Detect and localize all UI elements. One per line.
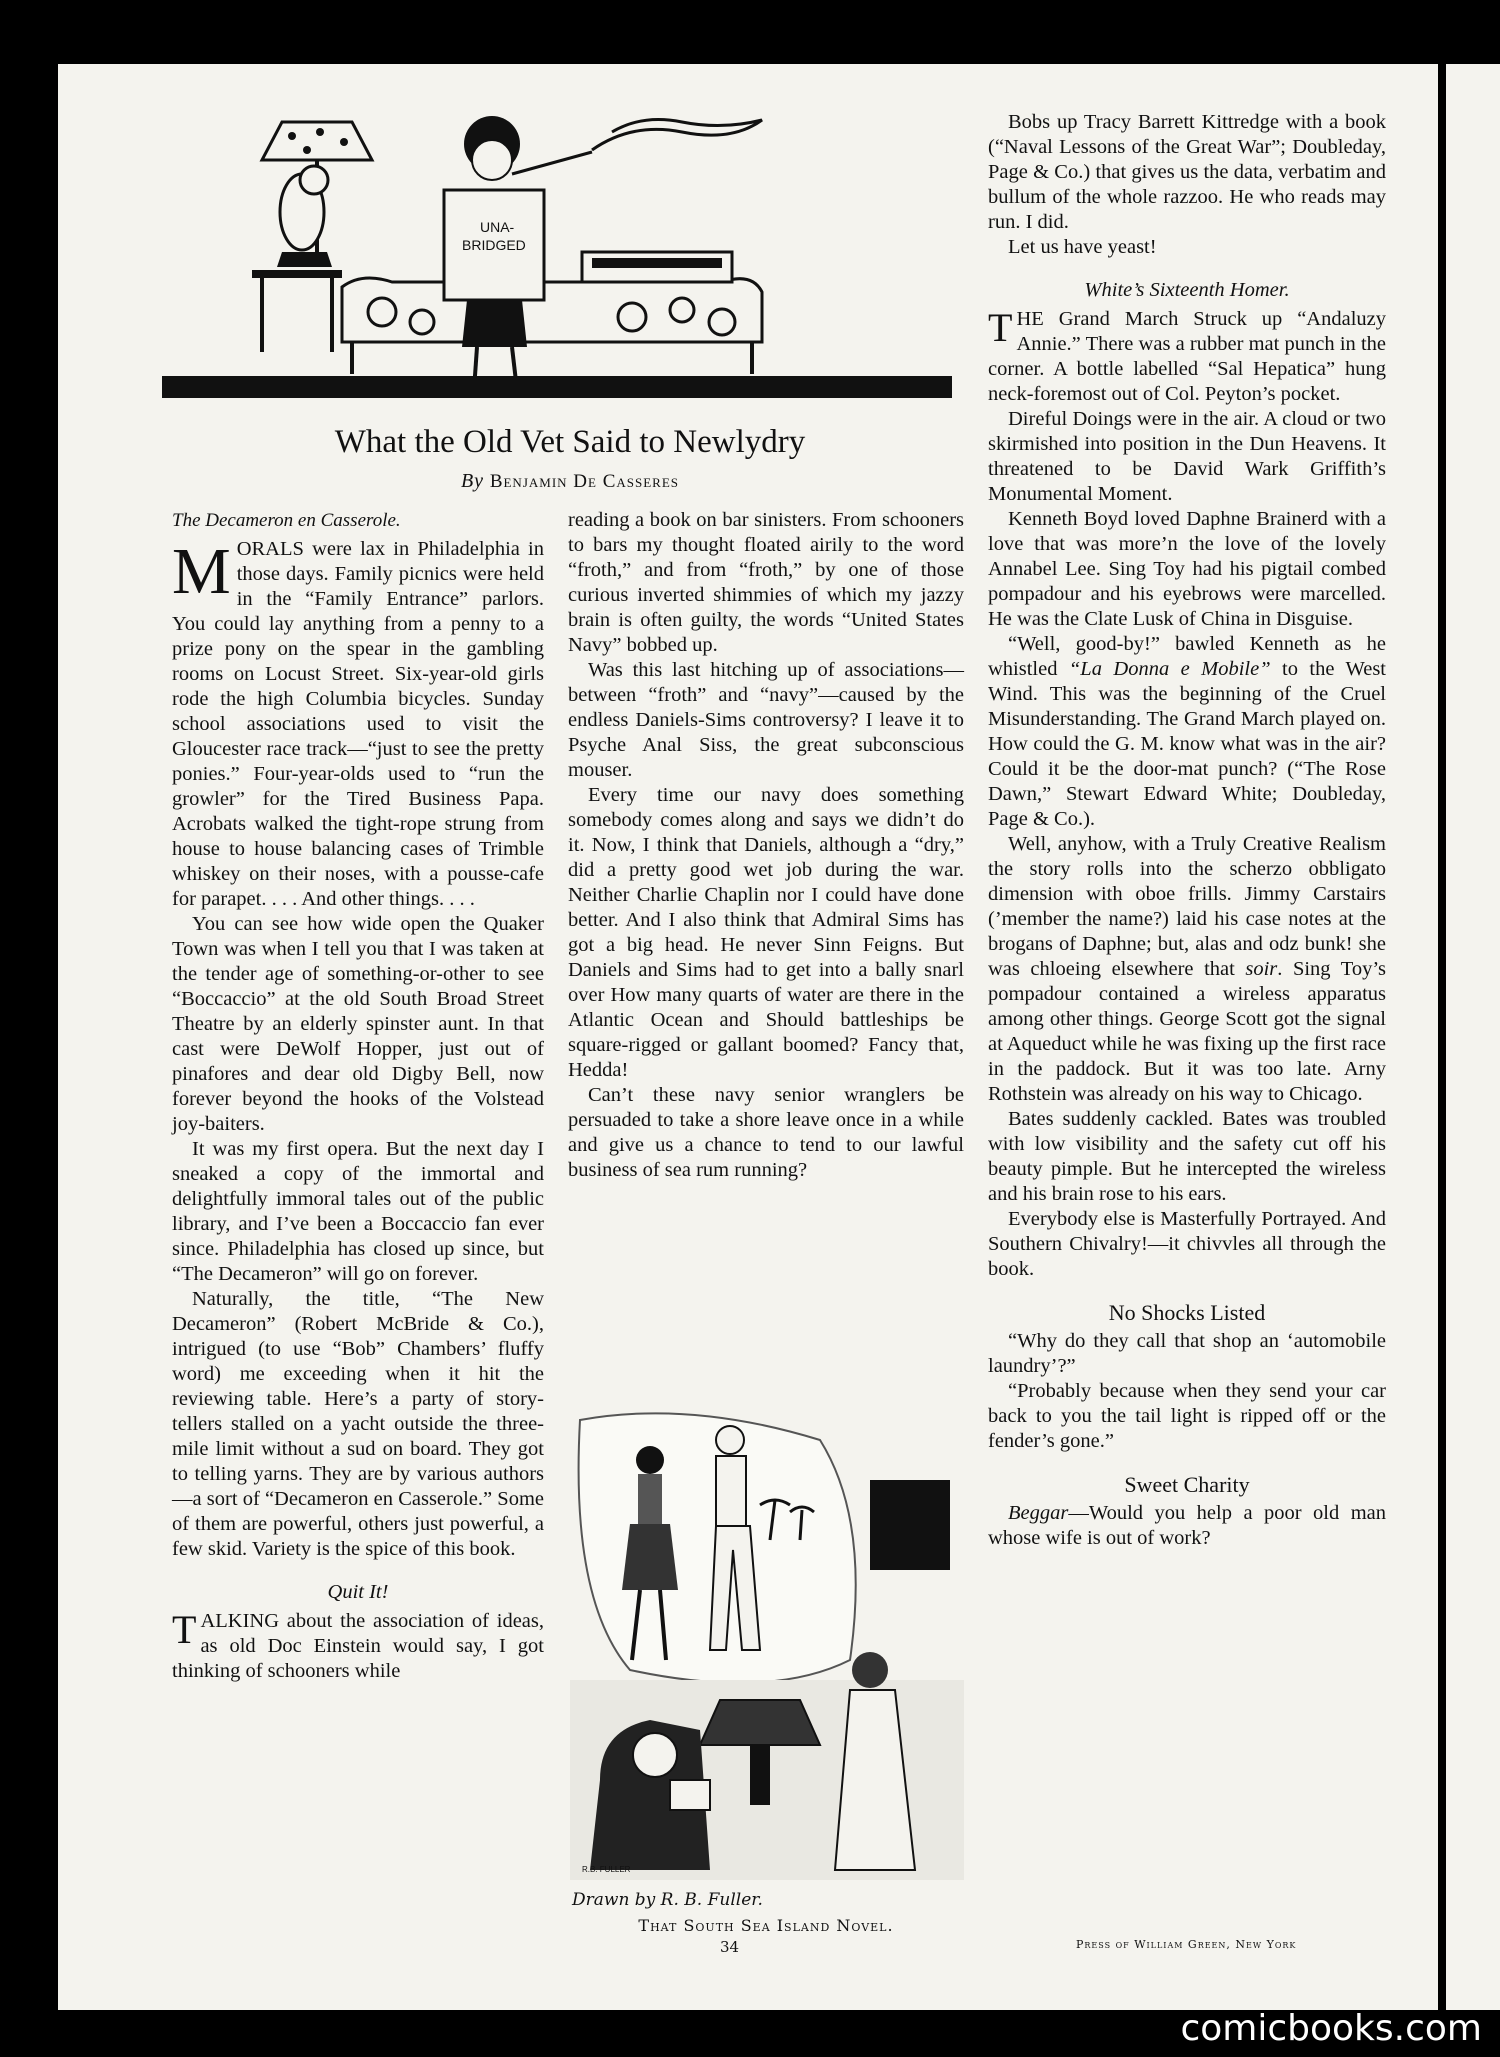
paragraph: Every time our navy does something somebody comes along and says we didn’t do it. Now, I think that Daniels, although a “dry,” did a pretty good wet job during the war. Neither Charlie Chaplin nor I could have done better. And I also think that Admiral Sims has got a big head. He never Sinn Feigns. But Daniels and Sims had to get into a bally snarl over How many quarts of water are there in the Atlantic Ocean and Should battleships be square-rigged or gallant boomed? Fancy that, Hedda! bbox=[568, 784, 964, 1081]
article-title: What the Old Vet Said to Newlydry bbox=[334, 424, 806, 460]
paragraph: Was this last hitching up of associations—between “froth” and “navy”—caused by the endless Daniels-Sims controversy? I leave it to Psyche Anal Siss, the great subconscious mouser. bbox=[568, 659, 964, 781]
paragraph: MORALS were lax in Philadelphia in those days. Family picnics were held in the “Family Entrance” parlors. You could lay anything from a penny to a prize pony on the spear in the gambling rooms on Locust Street. Six-year-old girls rode the high Columbia bicycles. Sunday school associations used to visit the Gloucester race track—“just to see the pretty ponies.” Four-year-olds used to “run the growler” for the Tired Business Papa. Acrobats walked the tight-rope strung from house to house balancing cases of Trimble whiskey on their noses, with a pousse-cafe for parapet. . . . And other things. . . . bbox=[172, 535, 544, 910]
paragraph: Bobs up Tracy Barrett Kittredge with a book (“Naval Lessons of the Great War”; Doubleday, Page & Co.) that gives us the data, verbatim and bullum of the whole razzoo. He who reads may run. I did. bbox=[988, 111, 1386, 233]
subheading: Sweet Charity bbox=[1124, 1472, 1250, 1497]
printer-credit: Press of William Green, New York bbox=[1076, 1938, 1297, 1951]
adjacent-page-edge bbox=[1446, 64, 1500, 2010]
drop-cap: T bbox=[988, 305, 1013, 350]
paragraph: Direful Doings were in the air. A cloud or two skirmished into position in the Dun Heavens. It threatened to be David Wark Griffith’s Monumental Moment. bbox=[988, 408, 1386, 505]
page-number: 34 bbox=[720, 1938, 740, 1956]
drop-cap: T bbox=[172, 1607, 197, 1652]
paragraph: “Why do they call that shop an ‘automobile laundry’?” bbox=[988, 1330, 1386, 1377]
byline-prefix: By bbox=[460, 470, 485, 492]
paragraph: reading a book on bar sinisters. From schooners to bars my thought floated airily to the word “froth,” and from “froth,” by one of those curious inverted shimmies of which my jazzy brain is often guilty, the words “United States Navy” bobbed up. bbox=[568, 509, 964, 656]
column-3 bbox=[988, 110, 1386, 1551]
paragraph: “Well, good-by!” bawled Kenneth as he whistled “La Donna e Mobile” to the West Wind. This was the beginning of the Cruel Misunderstanding. The Grand March played on. How could the G. M. know what was in the air? Could it be the door-mat punch? (“The Rose Dawn,” Stewart Edward White; Doubleday, Page & Co.). bbox=[988, 633, 1386, 830]
watermark: comicbooks.com bbox=[1180, 2008, 1482, 2049]
paragraph: Can’t these navy senior wranglers be persuaded to take a shore leave once in a while and give us a chance to tend to our lawful business of sea rum running? bbox=[568, 1084, 964, 1181]
subheading: Quit It! bbox=[327, 1581, 389, 1603]
subheading: White’s Sixteenth Homer. bbox=[1084, 279, 1290, 301]
paragraph: THE Grand March Struck up “Andaluzy Annie.” There was a rubber mat punch in the corner. A bottle labelled “Sal Hepatica” hung neck-foremost out of Col. Peyton’s pocket. bbox=[988, 305, 1386, 405]
paragraph: Naturally, the title, “The New Decameron” (Robert McBride & Co.), intrigued (to use “Bob” Chambers’ fluffy word) me exceeding when it hit the reviewing table. Here’s a party of story-tellers stalled on a yacht outside the three-mile limit without a sud on board. They got to telling yarns. They are by various authors—a sort of “Decameron en Casserole.” Some of them are powerful, others just powerful, a few skid. Variety is the spice of this book. bbox=[172, 1288, 544, 1560]
paragraph: “Probably because when they send your car back to you the tail light is ripped off or the fender’s gone.” bbox=[988, 1380, 1386, 1452]
cartoon-illustration bbox=[570, 1400, 964, 1880]
section-kicker: The Decameron en Casserole. bbox=[172, 510, 401, 531]
paragraph: Well, anyhow, with a Truly Creative Realism the story rolls into the scherzo obbligato dimension with oboe frills. Jimmy Carstairs (’member the name?) laid his case notes at the brogans of Daphne; but, alas and odz bunk! she was chloeing elsewhere that soir. Sing Toy’s pompadour contained a wireless apparatus among other things. George Scott got the signal at Aqueduct while he was fixing up the first race in the paddock. But it was too late. Arny Rothstein was already on his way to Chicago. bbox=[988, 833, 1386, 1105]
subheading: No Shocks Listed bbox=[1108, 1300, 1266, 1325]
header-illustration bbox=[162, 112, 952, 400]
paragraph: Let us have yeast! bbox=[1008, 236, 1157, 258]
column-2 bbox=[568, 508, 964, 1183]
byline-author: Benjamin De Casseres bbox=[489, 471, 680, 492]
paragraph: Bates suddenly cackled. Bates was troubled with low visibility and the safety cut off his beauty pimple. But he intercepted the wireless and his brain rose to his ears. bbox=[988, 1108, 1386, 1205]
paragraph: Kenneth Boyd loved Daphne Brainerd with a love that was more’n the love of the lovely Annabel Lee. Sing Toy had his pigtail combed pompadour and his eyebrows were marcelled. He was the Clate Lusk of China in Disguise. bbox=[988, 508, 1386, 630]
paragraph: TALKING about the association of ideas, as old Doc Einstein would say, I got thinking of schooners while bbox=[172, 1607, 544, 1682]
book-cover-text: UNA- bbox=[480, 219, 515, 235]
paragraph: Everybody else is Masterfully Portrayed. And Southern Chivalry!—it chivvles all through the book. bbox=[988, 1208, 1386, 1280]
artist-signature: R.B. FULLER bbox=[582, 1865, 631, 1874]
drop-cap: M bbox=[172, 535, 231, 608]
illustration-caption: That South Sea Island Novel. bbox=[638, 1916, 894, 1935]
header-rule bbox=[162, 376, 952, 398]
paragraph: Beggar—Would you help a poor old man whose wife is out of work? bbox=[988, 1502, 1386, 1549]
illustration-credit: Drawn by R. B. Fuller. bbox=[572, 1890, 763, 1910]
paragraph: It was my first opera. But the next day I sneaked a copy of the immortal and delightfully immoral tales out of the public library, and I’ve been a Boccaccio fan ever since. Philadelphia has closed up since, but “The Decameron” will go on forever. bbox=[172, 1138, 544, 1285]
svg-text:BRIDGED: BRIDGED bbox=[462, 237, 526, 253]
column-1 bbox=[172, 508, 544, 1684]
paragraph: You can see how wide open the Quaker Town was when I tell you that I was taken at the tender age of something-or-other to see “Boccaccio” at the old South Broad Street Theatre by an elderly spinster aunt. In that cast were DeWolf Hopper, just out of pinafores and dear old Digby Bell, now forever beyond the hooks of the Volstead joy-baiters. bbox=[172, 913, 544, 1135]
byline bbox=[260, 470, 880, 493]
